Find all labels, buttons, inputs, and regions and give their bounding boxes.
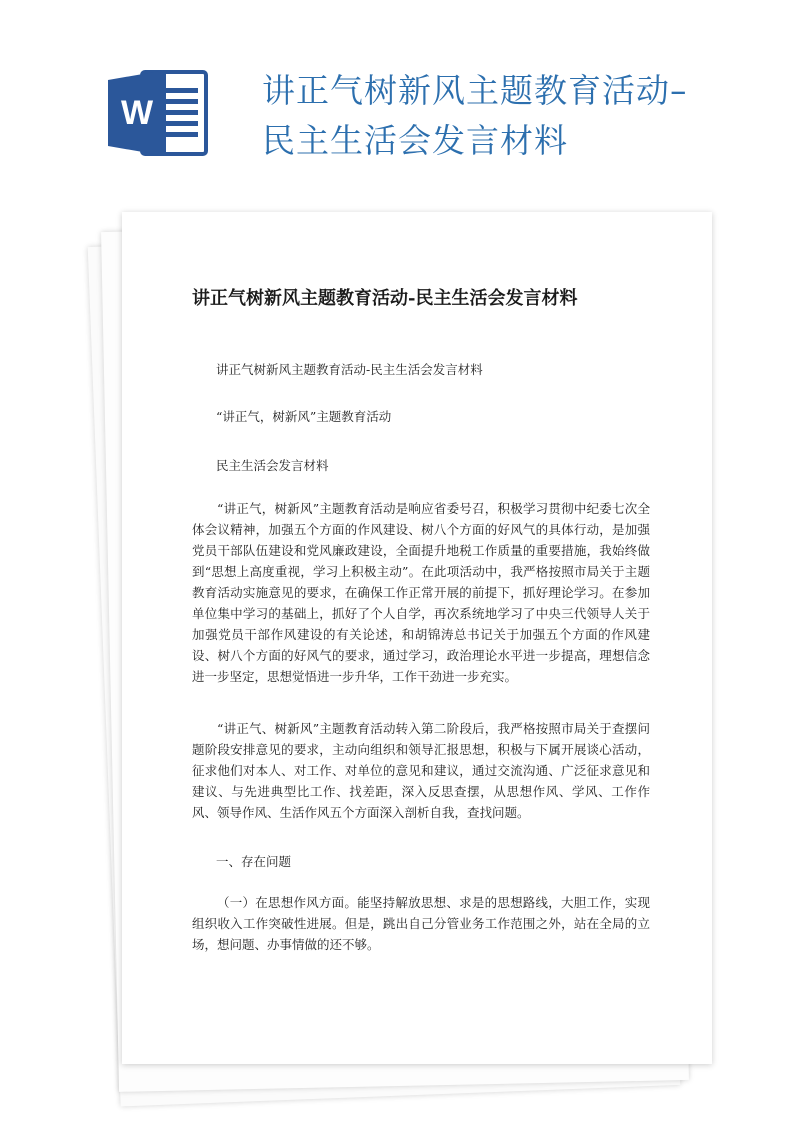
document-line-1: 讲正气树新风主题教育活动-民主生活会发言材料 [216,362,483,377]
paragraph-2: “讲正气、树新风”主题教育活动转入第二阶段后，我严格按照市局关于查摆问题阶段安排意见的要求，主动向组织和领导汇报思想，积极与下属开展谈心活动，征求他们对本人、对工作、对单位的意见和建议，通过交流沟通、广泛征求意见和建议、与先进典型比工作、找差距，深入反思查摆，从思想作风、学风、工作作风、领导作风、生活作风五个方面深入剖析自我，查找问题。 [192,721,650,820]
section-heading-1: 一、存在问题 [216,854,292,869]
header-title [262,66,782,166]
paragraph-3: （一）在思想作风方面。能坚持解放思想、求是的思想路线，大胆工作，实现组织收入工作突破性进展。但是，跳出自己分管业务工作范围之外，站在全局的立场，想问题、办事情做的还不够。 [192,895,650,952]
word-document-icon [108,66,212,160]
header-title-line2: 民主生活会发言材料 [262,121,568,160]
paragraph-1: “讲正气，树新风”主题教育活动是响应省委号召，积极学习贯彻中纪委七次全体会议精神，加强五个方面的作风建设、树八个方面的好风气的具体行动，是加强党员干部队伍建设和党风廉政建设，全面提升地税工作质量的重要措施，我始终做到“思想上高度重视，学习上积极主动”。在此项活动中，我严格按照市局关于主题教育活动实施意见的要求，在确保工作正常开展的前提下，抓好理论学习。在参加单位集中学习的基础上，抓好了个人自学，再次系统地学习了中央三代领导人关于加强党员干部作风建设的有关论述，和胡锦涛总书记关于加强五个方面的作风建设、树八个方面的好风气的要求，通过学习，政治理论水平进一步提高，理想信念进一步坚定，思想觉悟进一步升华，工作干劲进一步充实。 [192,501,650,684]
header-title-line1: 讲正气树新风主题教育活动– [262,71,688,110]
document-line-3: 民主生活会发言材料 [216,458,329,473]
svg-text:W: W [120,94,154,132]
document-line-2: “讲正气，树新风”主题教育活动 [216,409,392,424]
document-page [122,212,712,1064]
header-banner [0,0,800,200]
document-title: 讲正气树新风主题教育活动-民主生活会发言材料 [192,288,578,309]
